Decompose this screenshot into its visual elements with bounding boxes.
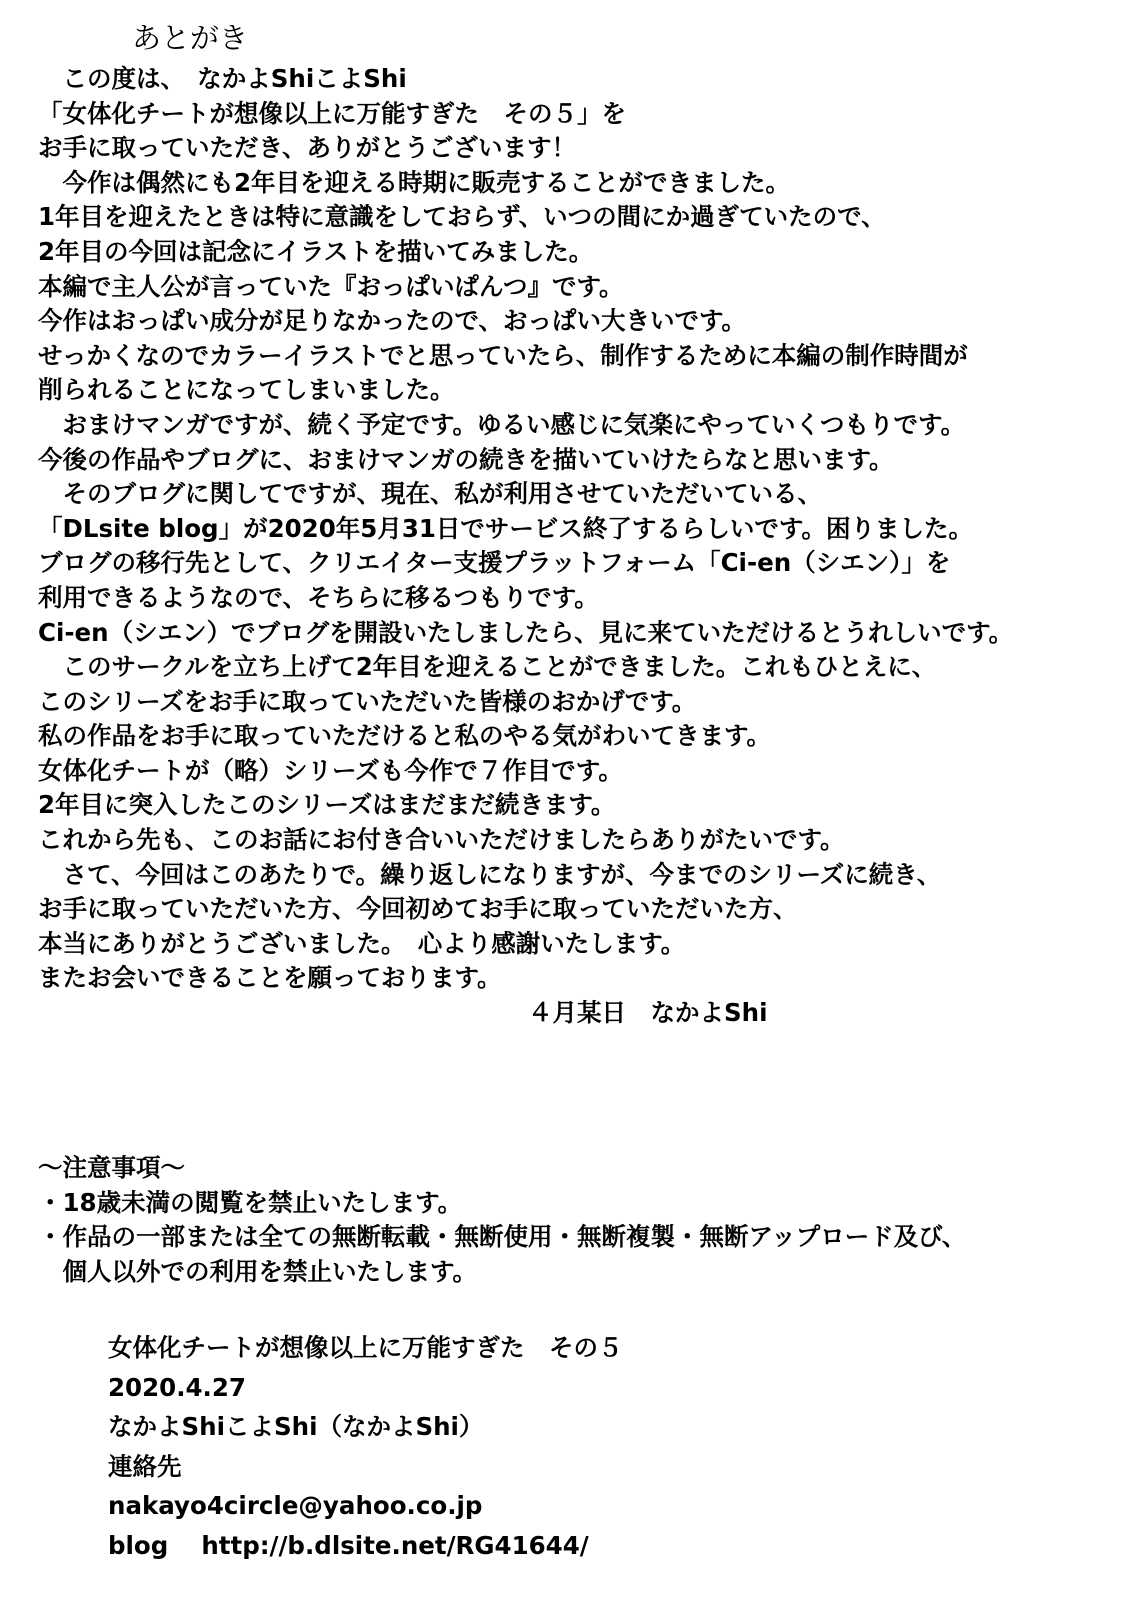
afterword-line: 2年目に突入したこのシリーズはまだまだ続きます。 bbox=[38, 790, 616, 820]
afterword-line: 今作はおっぱい成分が足りなかったので、おっぱい大きいです。 bbox=[38, 306, 747, 336]
afterword-line: この度は、 なかよShiこよShi bbox=[38, 64, 407, 93]
colophon-blog: blog http://b.dlsite.net/RG41644/ bbox=[108, 1530, 589, 1560]
afterword-line: このサークルを立ち上げて2年目を迎えることができました。これもひとえに、 bbox=[38, 652, 937, 682]
afterword-line: またお会いできることを願っております。 bbox=[38, 963, 502, 993]
afterword-line: 今作は偶然にも2年目を迎える時期に販売することができました。 bbox=[38, 167, 791, 197]
colophon-email: nakayo4circle@yahoo.co.jp bbox=[108, 1491, 483, 1520]
afterword-line: 「DLsite blog」が2020年5月31日でサービス終了するらしいです。困りました。 bbox=[38, 513, 973, 543]
colophon-circle: なかよShiこよShi（なかよShi） bbox=[108, 1412, 484, 1441]
colophon-book-title: 女体化チートが想像以上に万能すぎた その５ bbox=[108, 1333, 623, 1362]
afterword-title: あとがき bbox=[132, 21, 249, 55]
afterword-line: ブログの移行先として、クリエイター支援プラットフォーム「Ci-en（シエン）」を bbox=[38, 548, 951, 578]
afterword-line: さて、今回はこのあたりで。繰り返しになりますが、今までのシリーズに続き、 bbox=[38, 859, 942, 889]
afterword-line: 1年目を迎えたときは特に意識をしておらず、いつの間にか過ぎていたので、 bbox=[38, 202, 886, 232]
notice-item: ・18歳未満の閲覧を禁止いたします。 bbox=[38, 1187, 463, 1217]
colophon-contact-label: 連絡先 bbox=[108, 1451, 182, 1481]
colophon-date: 2020.4.27 bbox=[108, 1372, 246, 1402]
notice-title: 〜注意事項〜 bbox=[38, 1153, 185, 1182]
afterword-line: せっかくなのでカラーイラストでと思っていたら、制作するために本編の制作時間が bbox=[38, 340, 968, 370]
afterword-line: 女体化チートが（略）シリーズも今作で７作目です。 bbox=[38, 755, 623, 785]
afterword-line: 利用できるようなので、そちらに移るつもりです。 bbox=[38, 582, 599, 612]
afterword-line: 私の作品をお手に取っていただけると私のやる気がわいてきます。 bbox=[38, 721, 772, 751]
afterword-line: そのブログに関してですが、現在、私が利用させていただいている、 bbox=[38, 479, 822, 509]
afterword-body bbox=[38, 62, 1013, 1031]
afterword-signature: ４月某日 なかよShi bbox=[38, 998, 768, 1028]
afterword-line: Ci-en（シエン）でブログを開設いたしましたら、見に来ていただけるとうれしいです。 bbox=[38, 617, 1014, 647]
notice-section bbox=[38, 1151, 966, 1289]
afterword-line: 2年目の今回は記念にイラストを描いてみました。 bbox=[38, 236, 594, 266]
afterword-line: 本当にありがとうございました。 心より感謝いたします。 bbox=[38, 928, 686, 958]
afterword-line: おまけマンガですが、続く予定です。ゆるい感じに気楽にやっていくつもりです。 bbox=[38, 409, 966, 439]
afterword-line: お手に取っていただいた方、今回初めてお手に取っていただいた方、 bbox=[38, 894, 798, 924]
afterword-line: これから先も、このお話にお付き合いいただけましたらありがたいです。 bbox=[38, 825, 845, 855]
afterword-line: このシリーズをお手に取っていただいた皆様のおかげです。 bbox=[38, 686, 697, 716]
afterword-line: 削られることになってしまいました。 bbox=[38, 375, 455, 405]
colophon bbox=[108, 1328, 623, 1565]
notice-item: ・作品の一部または全ての無断転載・無断使用・無断複製・無断アップロード及び、 bbox=[38, 1222, 967, 1252]
afterword-line: 今後の作品やブログに、おまけマンガの続きを描いていけたらなと思います。 bbox=[38, 444, 894, 474]
notice-item: 個人以外での利用を禁止いたします。 bbox=[38, 1256, 478, 1286]
afterword-line: 本編で主人公が言っていた『おっぱいぱんつ』です。 bbox=[38, 271, 624, 301]
afterword-line: お手に取っていただき、ありがとうございます！ bbox=[38, 133, 577, 163]
afterword-line: 「女体化チートが想像以上に万能すぎた その５」を bbox=[38, 98, 626, 128]
